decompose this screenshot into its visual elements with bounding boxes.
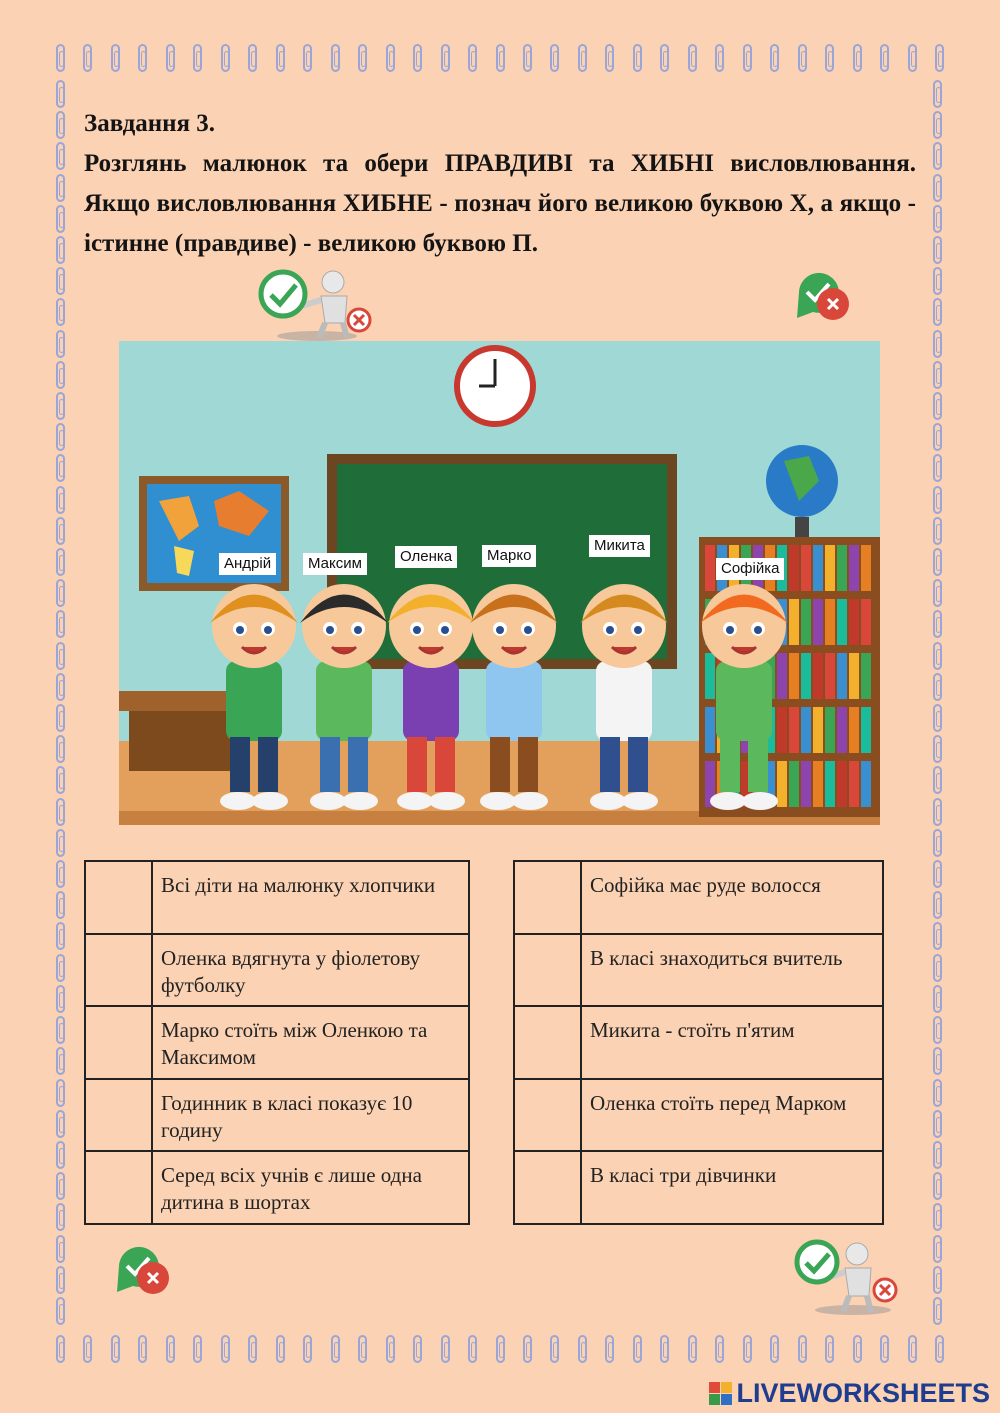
paperclip-border-bottom bbox=[56, 1335, 944, 1363]
paperclip-icon bbox=[933, 642, 942, 670]
answer-cell[interactable] bbox=[514, 1151, 581, 1224]
paperclip-icon bbox=[441, 1335, 450, 1363]
paperclip-icon bbox=[56, 704, 65, 732]
statements-table-right bbox=[513, 860, 884, 1225]
paperclip-icon bbox=[56, 361, 65, 389]
book-icon bbox=[813, 761, 823, 807]
book-icon bbox=[777, 653, 787, 699]
paperclip-icon bbox=[880, 1335, 889, 1363]
paperclip-icon bbox=[56, 486, 65, 514]
paperclip-icon bbox=[303, 1335, 312, 1363]
book-icon bbox=[777, 707, 787, 753]
paperclip-icon bbox=[111, 1335, 120, 1363]
paperclip-icon bbox=[933, 829, 942, 857]
book-icon bbox=[825, 599, 835, 645]
paperclip-icon bbox=[605, 1335, 614, 1363]
paperclip-icon bbox=[56, 174, 65, 202]
paperclip-icon bbox=[660, 44, 669, 72]
answer-input[interactable] bbox=[86, 1080, 155, 1153]
book-icon bbox=[789, 599, 799, 645]
answer-cell[interactable] bbox=[514, 861, 581, 934]
paperclip-icon bbox=[933, 891, 942, 919]
answer-cell[interactable] bbox=[514, 1006, 581, 1079]
paperclip-icon bbox=[331, 44, 340, 72]
paperclip-icon bbox=[933, 423, 942, 451]
paperclip-icon bbox=[56, 1141, 65, 1169]
book-icon bbox=[813, 653, 823, 699]
paperclip-icon bbox=[798, 44, 807, 72]
paperclip-icon bbox=[138, 1335, 147, 1363]
table-row bbox=[514, 1006, 883, 1079]
book-icon bbox=[837, 761, 847, 807]
answer-cell[interactable] bbox=[514, 934, 581, 1007]
book-icon bbox=[777, 761, 787, 807]
paperclip-icon bbox=[935, 44, 944, 72]
book-icon bbox=[825, 653, 835, 699]
paperclip-icon bbox=[56, 548, 65, 576]
paperclip-icon bbox=[880, 44, 889, 72]
paperclip-icon bbox=[56, 267, 65, 295]
paperclip-icon bbox=[413, 1335, 422, 1363]
paperclip-icon bbox=[56, 1079, 65, 1107]
paperclip-icon bbox=[248, 1335, 257, 1363]
paperclip-icon bbox=[770, 44, 779, 72]
paperclip-icon bbox=[933, 142, 942, 170]
check-figure-icon bbox=[255, 268, 380, 343]
paperclip-icon bbox=[933, 330, 942, 358]
answer-cell[interactable] bbox=[85, 934, 152, 1007]
paperclip-icon bbox=[468, 44, 477, 72]
paperclip-border-left bbox=[56, 80, 65, 1325]
paperclip-icon bbox=[933, 922, 942, 950]
statement-cell: Оленка стоїть перед Марком bbox=[581, 1079, 883, 1152]
answer-input[interactable] bbox=[515, 1152, 584, 1225]
paperclip-icon bbox=[56, 454, 65, 482]
liveworksheets-logo bbox=[709, 1378, 990, 1409]
table-row bbox=[85, 1006, 469, 1079]
paperclip-icon bbox=[688, 1335, 697, 1363]
answer-input[interactable] bbox=[515, 935, 584, 1008]
answer-input[interactable] bbox=[86, 1007, 155, 1080]
paperclip-icon bbox=[933, 579, 942, 607]
paperclip-icon bbox=[825, 44, 834, 72]
paperclip-icon bbox=[166, 1335, 175, 1363]
paperclip-icon bbox=[933, 1172, 942, 1200]
paperclip-icon bbox=[83, 1335, 92, 1363]
paperclip-icon bbox=[715, 44, 724, 72]
book-icon bbox=[825, 707, 835, 753]
paperclip-icon bbox=[56, 766, 65, 794]
table-row bbox=[85, 1079, 469, 1152]
paperclip-icon bbox=[605, 44, 614, 72]
paperclip-icon bbox=[908, 44, 917, 72]
paperclip-icon bbox=[798, 1335, 807, 1363]
book-icon bbox=[825, 761, 835, 807]
liveworksheets-logo-icon bbox=[709, 1382, 732, 1405]
paperclip-icon bbox=[386, 44, 395, 72]
name-tag-marko: Марко bbox=[482, 545, 536, 567]
book-icon bbox=[813, 599, 823, 645]
task-title: Завдання 3. bbox=[84, 110, 216, 137]
paperclip-icon bbox=[358, 1335, 367, 1363]
book-icon bbox=[849, 761, 859, 807]
paperclip-icon bbox=[523, 44, 532, 72]
paperclip-icon bbox=[770, 1335, 779, 1363]
paperclip-icon bbox=[933, 454, 942, 482]
paperclip-icon bbox=[715, 1335, 724, 1363]
answer-cell[interactable] bbox=[85, 861, 152, 934]
paperclip-icon bbox=[933, 174, 942, 202]
book-icon bbox=[705, 653, 715, 699]
answer-input[interactable] bbox=[515, 862, 584, 935]
paperclip-icon bbox=[633, 44, 642, 72]
paperclip-icon bbox=[908, 1335, 917, 1363]
paperclip-icon bbox=[56, 80, 65, 108]
table-row bbox=[85, 934, 469, 1007]
book-icon bbox=[861, 707, 871, 753]
paperclip-icon bbox=[56, 236, 65, 264]
paperclip-icon bbox=[56, 1016, 65, 1044]
paperclip-icon bbox=[853, 44, 862, 72]
name-tag-andriy: Андрій bbox=[219, 553, 276, 575]
table-row bbox=[514, 934, 883, 1007]
paperclip-icon bbox=[56, 111, 65, 139]
paperclip-icon bbox=[933, 1141, 942, 1169]
paperclip-icon bbox=[56, 954, 65, 982]
statement-cell: Всі діти на малюнку хлопчики bbox=[152, 861, 469, 934]
book-icon bbox=[837, 707, 847, 753]
paperclip-icon bbox=[523, 1335, 532, 1363]
answer-input[interactable] bbox=[86, 862, 155, 935]
paperclip-icon bbox=[331, 1335, 340, 1363]
paperclip-icon bbox=[56, 610, 65, 638]
statement-cell: Серед всіх учнів є лише одна дитина в шортах bbox=[152, 1151, 469, 1224]
book-icon bbox=[813, 707, 823, 753]
book-icon bbox=[849, 545, 859, 591]
answer-cell[interactable] bbox=[85, 1079, 152, 1152]
paperclip-icon bbox=[933, 205, 942, 233]
book-icon bbox=[801, 761, 811, 807]
paperclip-icon bbox=[933, 610, 942, 638]
paperclip-icon bbox=[933, 985, 942, 1013]
table-row bbox=[514, 1079, 883, 1152]
statement-cell: Оленка вдягнута у фіолетову футболку bbox=[152, 934, 469, 1007]
paperclip-icon bbox=[56, 44, 65, 72]
paperclip-icon bbox=[56, 392, 65, 420]
paperclip-icon bbox=[933, 1016, 942, 1044]
paperclip-icon bbox=[933, 236, 942, 264]
answer-cell[interactable] bbox=[85, 1006, 152, 1079]
paperclip-icon bbox=[221, 1335, 230, 1363]
paperclip-icon bbox=[660, 1335, 669, 1363]
paperclip-icon bbox=[166, 44, 175, 72]
paperclip-icon bbox=[56, 642, 65, 670]
paperclip-icon bbox=[56, 798, 65, 826]
paperclip-icon bbox=[933, 704, 942, 732]
answer-cell[interactable] bbox=[514, 1079, 581, 1152]
paperclip-icon bbox=[933, 1110, 942, 1138]
paperclip-icon bbox=[825, 1335, 834, 1363]
paperclip-icon bbox=[56, 1047, 65, 1075]
paperclip-icon bbox=[933, 548, 942, 576]
table-row bbox=[514, 861, 883, 934]
paperclip-icon bbox=[358, 44, 367, 72]
name-tag-olenka: Оленка bbox=[395, 546, 457, 568]
paperclip-icon bbox=[933, 860, 942, 888]
book-icon bbox=[801, 599, 811, 645]
paperclip-icon bbox=[688, 44, 697, 72]
book-icon bbox=[789, 653, 799, 699]
book-icon bbox=[861, 653, 871, 699]
book-icon bbox=[849, 599, 859, 645]
paperclip-icon bbox=[933, 673, 942, 701]
book-icon bbox=[849, 653, 859, 699]
paperclip-icon bbox=[933, 486, 942, 514]
book-icon bbox=[861, 545, 871, 591]
check-figure-icon-bottom bbox=[793, 1238, 903, 1316]
book-icon bbox=[789, 761, 799, 807]
statement-cell: Марко стоїть між Оленкою та Максимом bbox=[152, 1006, 469, 1079]
paperclip-icon bbox=[933, 1235, 942, 1263]
book-icon bbox=[705, 707, 715, 753]
book-icon bbox=[801, 545, 811, 591]
paperclip-icon bbox=[496, 44, 505, 72]
check-cross-bubble-icon-bottom bbox=[113, 1244, 171, 1296]
paperclip-icon bbox=[743, 1335, 752, 1363]
paperclip-icon bbox=[933, 111, 942, 139]
statements-table-left bbox=[84, 860, 470, 1225]
paperclip-icon bbox=[248, 44, 257, 72]
paperclip-icon bbox=[56, 142, 65, 170]
paperclip-icon bbox=[138, 44, 147, 72]
statement-cell: Годинник в класі показує 10 годину bbox=[152, 1079, 469, 1152]
paperclip-icon bbox=[56, 579, 65, 607]
book-icon bbox=[849, 707, 859, 753]
statement-cell: Софійка має руде волосся bbox=[581, 861, 883, 934]
task-instructions: Розглянь малюнок та обери ПРАВДИВІ та ХИБНІ висловлювання. Якщо висловлювання ХИБНЕ - познач його великою буквою Х, а якщо - істинне (правдиве) - великою буквою П. bbox=[84, 150, 916, 257]
answer-input[interactable] bbox=[86, 935, 155, 1008]
paperclip-icon bbox=[441, 44, 450, 72]
paperclip-icon bbox=[56, 673, 65, 701]
paperclip-icon bbox=[276, 1335, 285, 1363]
paperclip-icon bbox=[933, 1266, 942, 1294]
book-icon bbox=[789, 545, 799, 591]
paperclip-icon bbox=[56, 735, 65, 763]
paperclip-icon bbox=[933, 267, 942, 295]
brand-text: LIVEWORKSHEETS bbox=[736, 1378, 990, 1408]
name-tag-maksym: Максим bbox=[303, 553, 367, 575]
book-icon bbox=[789, 707, 799, 753]
book-icon bbox=[801, 707, 811, 753]
paperclip-icon bbox=[550, 44, 559, 72]
paperclip-icon bbox=[468, 1335, 477, 1363]
paperclip-icon bbox=[56, 517, 65, 545]
paperclip-icon bbox=[933, 735, 942, 763]
name-tag-mykyta: Микита bbox=[589, 535, 650, 557]
statement-cell: В класі знаходиться вчитель bbox=[581, 934, 883, 1007]
paperclip-icon bbox=[933, 1047, 942, 1075]
table-row bbox=[85, 1151, 469, 1224]
paperclip-icon bbox=[933, 361, 942, 389]
paperclip-icon bbox=[193, 44, 202, 72]
table-row bbox=[85, 861, 469, 934]
book-icon bbox=[837, 599, 847, 645]
paperclip-icon bbox=[933, 80, 942, 108]
book-icon bbox=[861, 599, 871, 645]
statement-cell: Микита - стоїть п'ятим bbox=[581, 1006, 883, 1079]
paperclip-icon bbox=[933, 1297, 942, 1325]
paperclip-icon bbox=[221, 44, 230, 72]
classroom-illustration bbox=[119, 341, 880, 825]
paperclip-icon bbox=[56, 298, 65, 326]
paperclip-icon bbox=[633, 1335, 642, 1363]
book-icon bbox=[837, 545, 847, 591]
table-row bbox=[514, 1151, 883, 1224]
paperclip-icon bbox=[56, 829, 65, 857]
paperclip-icon bbox=[933, 517, 942, 545]
statement-cell: В класі три дівчинки bbox=[581, 1151, 883, 1224]
book-icon bbox=[837, 653, 847, 699]
classroom-scene-image bbox=[119, 341, 880, 825]
paperclip-icon bbox=[56, 330, 65, 358]
answer-input[interactable] bbox=[515, 1007, 584, 1080]
paperclip-icon bbox=[386, 1335, 395, 1363]
paperclip-icon bbox=[276, 44, 285, 72]
paperclip-icon bbox=[933, 954, 942, 982]
paperclip-icon bbox=[853, 1335, 862, 1363]
paperclip-icon bbox=[933, 1079, 942, 1107]
check-cross-bubble-icon bbox=[793, 270, 851, 322]
paperclip-icon bbox=[578, 1335, 587, 1363]
paperclip-icon bbox=[935, 1335, 944, 1363]
book-icon bbox=[705, 545, 715, 591]
paperclip-icon bbox=[111, 44, 120, 72]
paperclip-icon bbox=[56, 1172, 65, 1200]
paperclip-icon bbox=[933, 766, 942, 794]
paperclip-icon bbox=[933, 392, 942, 420]
paperclip-icon bbox=[933, 798, 942, 826]
paperclip-icon bbox=[56, 985, 65, 1013]
paperclip-icon bbox=[56, 891, 65, 919]
paperclip-border-right bbox=[933, 80, 942, 1325]
book-icon bbox=[861, 761, 871, 807]
book-icon bbox=[825, 545, 835, 591]
paperclip-icon bbox=[413, 44, 422, 72]
paperclip-icon bbox=[56, 423, 65, 451]
answer-input[interactable] bbox=[515, 1080, 584, 1153]
paperclip-icon bbox=[193, 1335, 202, 1363]
answer-cell[interactable] bbox=[85, 1151, 152, 1224]
paperclip-icon bbox=[550, 1335, 559, 1363]
paperclip-icon bbox=[743, 44, 752, 72]
answer-input[interactable] bbox=[86, 1152, 155, 1225]
paperclip-icon bbox=[578, 44, 587, 72]
paperclip-icon bbox=[56, 860, 65, 888]
book-icon bbox=[801, 653, 811, 699]
paperclip-icon bbox=[56, 1335, 65, 1363]
paperclip-icon bbox=[56, 1235, 65, 1263]
paperclip-icon bbox=[496, 1335, 505, 1363]
paperclip-icon bbox=[303, 44, 312, 72]
paperclip-icon bbox=[56, 1110, 65, 1138]
paperclip-border-top bbox=[56, 44, 944, 72]
name-tag-sofiyka: Софійка bbox=[716, 558, 784, 580]
paperclip-icon bbox=[933, 298, 942, 326]
paperclip-icon bbox=[83, 44, 92, 72]
book-icon bbox=[813, 545, 823, 591]
paperclip-icon bbox=[933, 1203, 942, 1231]
paperclip-icon bbox=[56, 922, 65, 950]
paperclip-icon bbox=[56, 1203, 65, 1231]
paperclip-icon bbox=[56, 1266, 65, 1294]
paperclip-icon bbox=[56, 205, 65, 233]
paperclip-icon bbox=[56, 1297, 65, 1325]
